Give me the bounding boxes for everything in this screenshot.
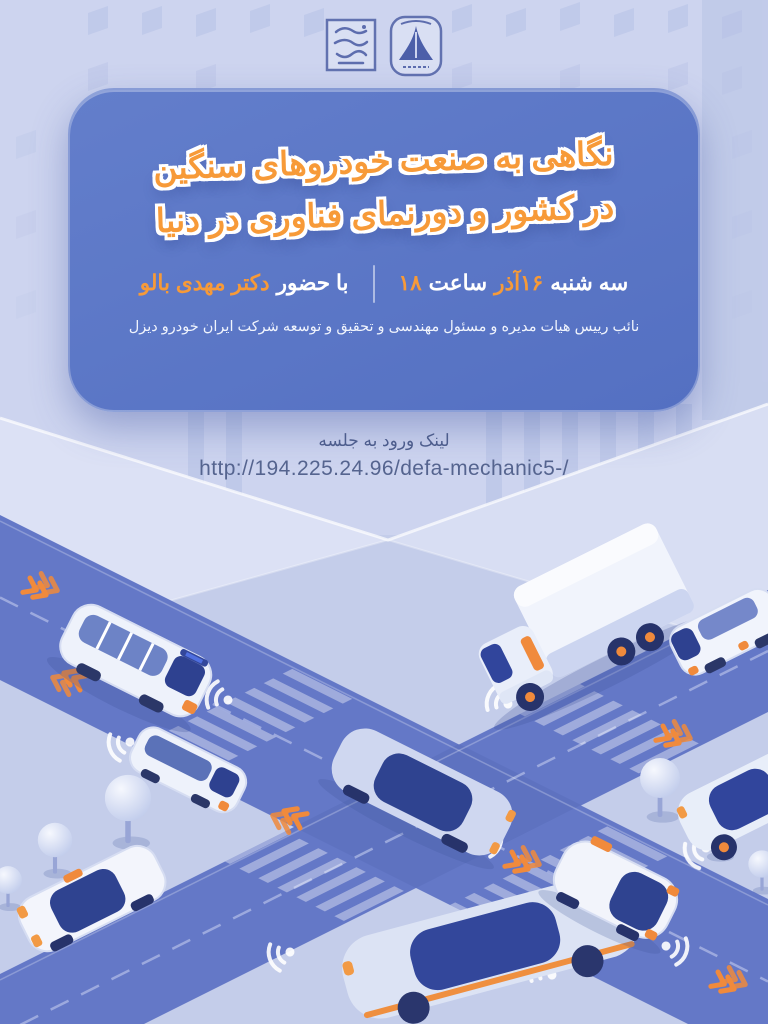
event-title <box>152 127 616 248</box>
speaker-name: دکتر مهدی بالو <box>139 271 270 296</box>
university-seal-logo <box>324 14 378 74</box>
event-schedule <box>399 271 629 296</box>
meeting-link-label: لینک ورود به جلسه <box>318 431 450 450</box>
event-speaker <box>140 271 349 296</box>
schedule-date: ۱۶آذر <box>494 271 544 296</box>
event-title-line2: در کشور و دورنمای فناوری در دنیا <box>155 188 615 240</box>
organization-emblem-logo <box>388 14 444 78</box>
speaker-prefix: با حضور <box>276 271 349 296</box>
schedule-time: ۱۸ <box>398 271 422 296</box>
schedule-time-label: ساعت <box>428 271 488 296</box>
vertical-divider <box>373 265 375 303</box>
event-title-line1: نگاهی به صنعت خودروهای سنگین <box>152 134 614 187</box>
meeting-link-block <box>0 431 768 481</box>
event-card <box>68 88 700 412</box>
header-logos <box>0 14 768 78</box>
meeting-link-url[interactable]: http://194.225.24.96/defa-mechanic5-/ <box>199 457 569 480</box>
speaker-role: نائب رییس هیات مدیره و مسئول مهندسی و تحقیق و توسعه شرکت ایران خودرو دیزل <box>128 318 640 335</box>
schedule-day: سه شنبه <box>550 271 629 296</box>
schedule-row <box>140 265 629 303</box>
